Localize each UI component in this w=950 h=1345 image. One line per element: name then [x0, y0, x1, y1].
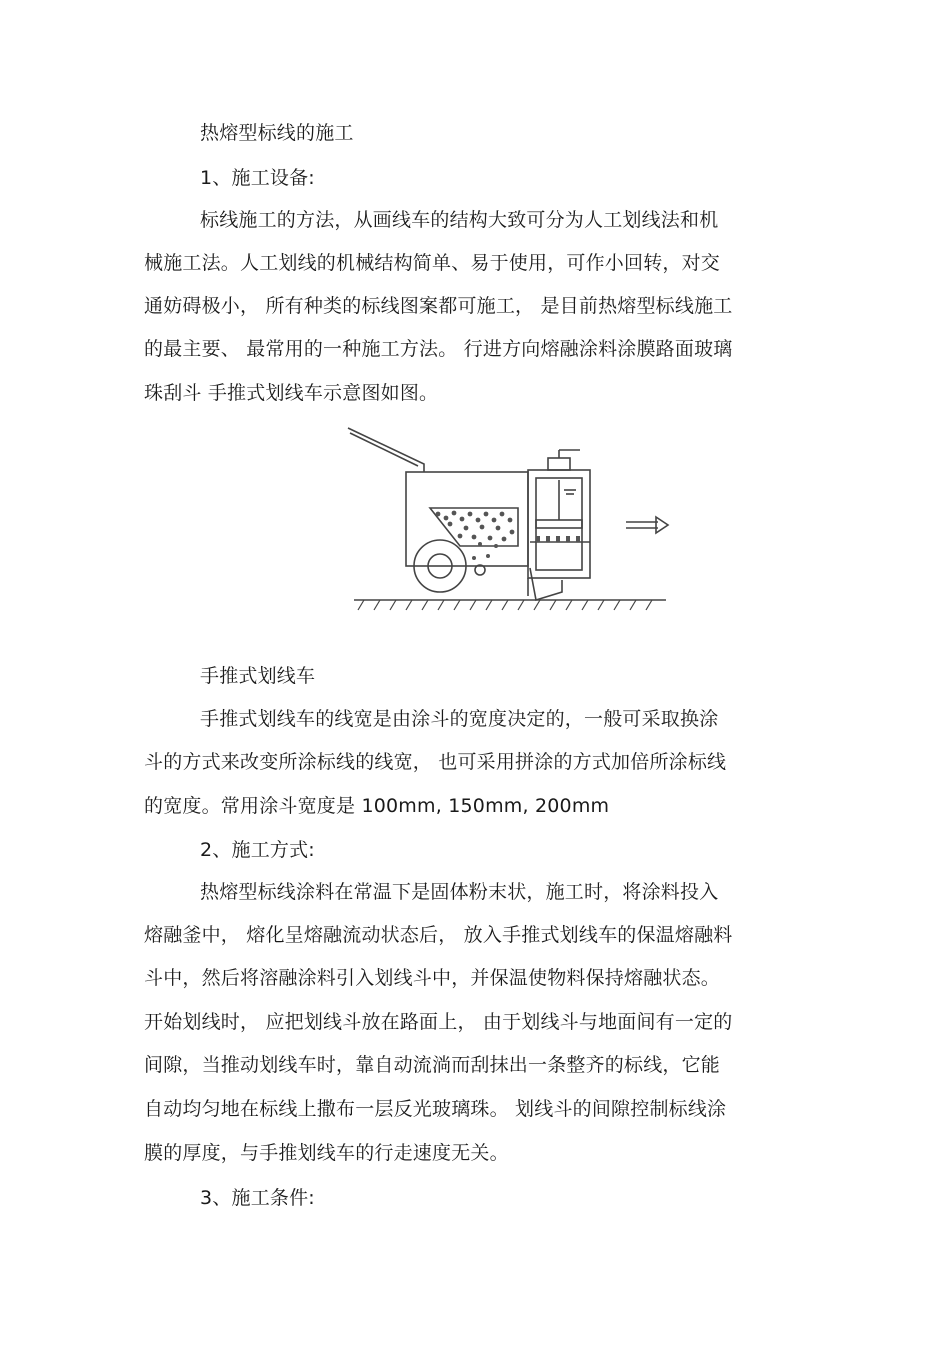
cart-illustration	[340, 420, 670, 620]
document-title: 热熔型标线的施工	[200, 122, 354, 144]
paragraph-2-line: 的宽度。常用涂斗宽度是 100mm, 150mm, 200mm	[144, 795, 610, 817]
section-1-line: 珠刮斗 手推式划线车示意图如图。	[144, 382, 439, 404]
section-3-heading: 3、施工条件:	[200, 1187, 315, 1209]
section-2-line: 热熔型标线涂料在常温下是固体粉末状，施工时，将涂料投入	[200, 881, 719, 903]
section-1-line: 通妨碍极小， 所有种类的标线图案都可施工， 是目前热熔型标线施工	[144, 295, 733, 317]
section-2-line: 间隙，当推动划线车时，靠自动流淌而刮抹出一条整齐的标线，它能	[144, 1054, 721, 1076]
section-2-line: 膜的厚度，与手推划线车的行走速度无关。	[144, 1142, 509, 1164]
paragraph-2-line: 斗的方式来改变所涂标线的线宽， 也可采用拼涂的方式加倍所涂标线	[144, 751, 727, 773]
section-2-line: 自动均匀地在标线上撒布一层反光玻璃珠。 划线斗的间隙控制标线涂	[144, 1098, 727, 1120]
section-2-line: 开始划线时， 应把划线斗放在路面上， 由于划线斗与地面间有一定的	[144, 1011, 733, 1033]
section-1-line: 械施工法。人工划线的机械结构简单、易于使用，可作小回转，对交	[144, 252, 721, 274]
line-marking-cart-diagram	[340, 420, 670, 620]
figure-caption: 手推式划线车	[200, 665, 316, 687]
paragraph-2-line: 手推式划线车的线宽是由涂斗的宽度决定的，一般可采取换涂	[200, 708, 719, 730]
section-1-line: 的最主要、 最常用的一种施工方法。 行进方向熔融涂料涂膜路面玻璃	[144, 338, 733, 360]
section-2-line: 斗中，然后将溶融涂料引入划线斗中，并保温使物料保持熔融状态。	[144, 967, 721, 989]
section-1-line: 标线施工的方法，从画线车的结构大致可分为人工划线法和机	[200, 209, 719, 231]
section-2-line: 熔融釜中， 熔化呈熔融流动状态后， 放入手推式划线车的保温熔融料	[144, 924, 733, 946]
section-1-heading: 1、施工设备:	[200, 167, 315, 189]
section-2-heading: 2、施工方式:	[200, 839, 315, 861]
